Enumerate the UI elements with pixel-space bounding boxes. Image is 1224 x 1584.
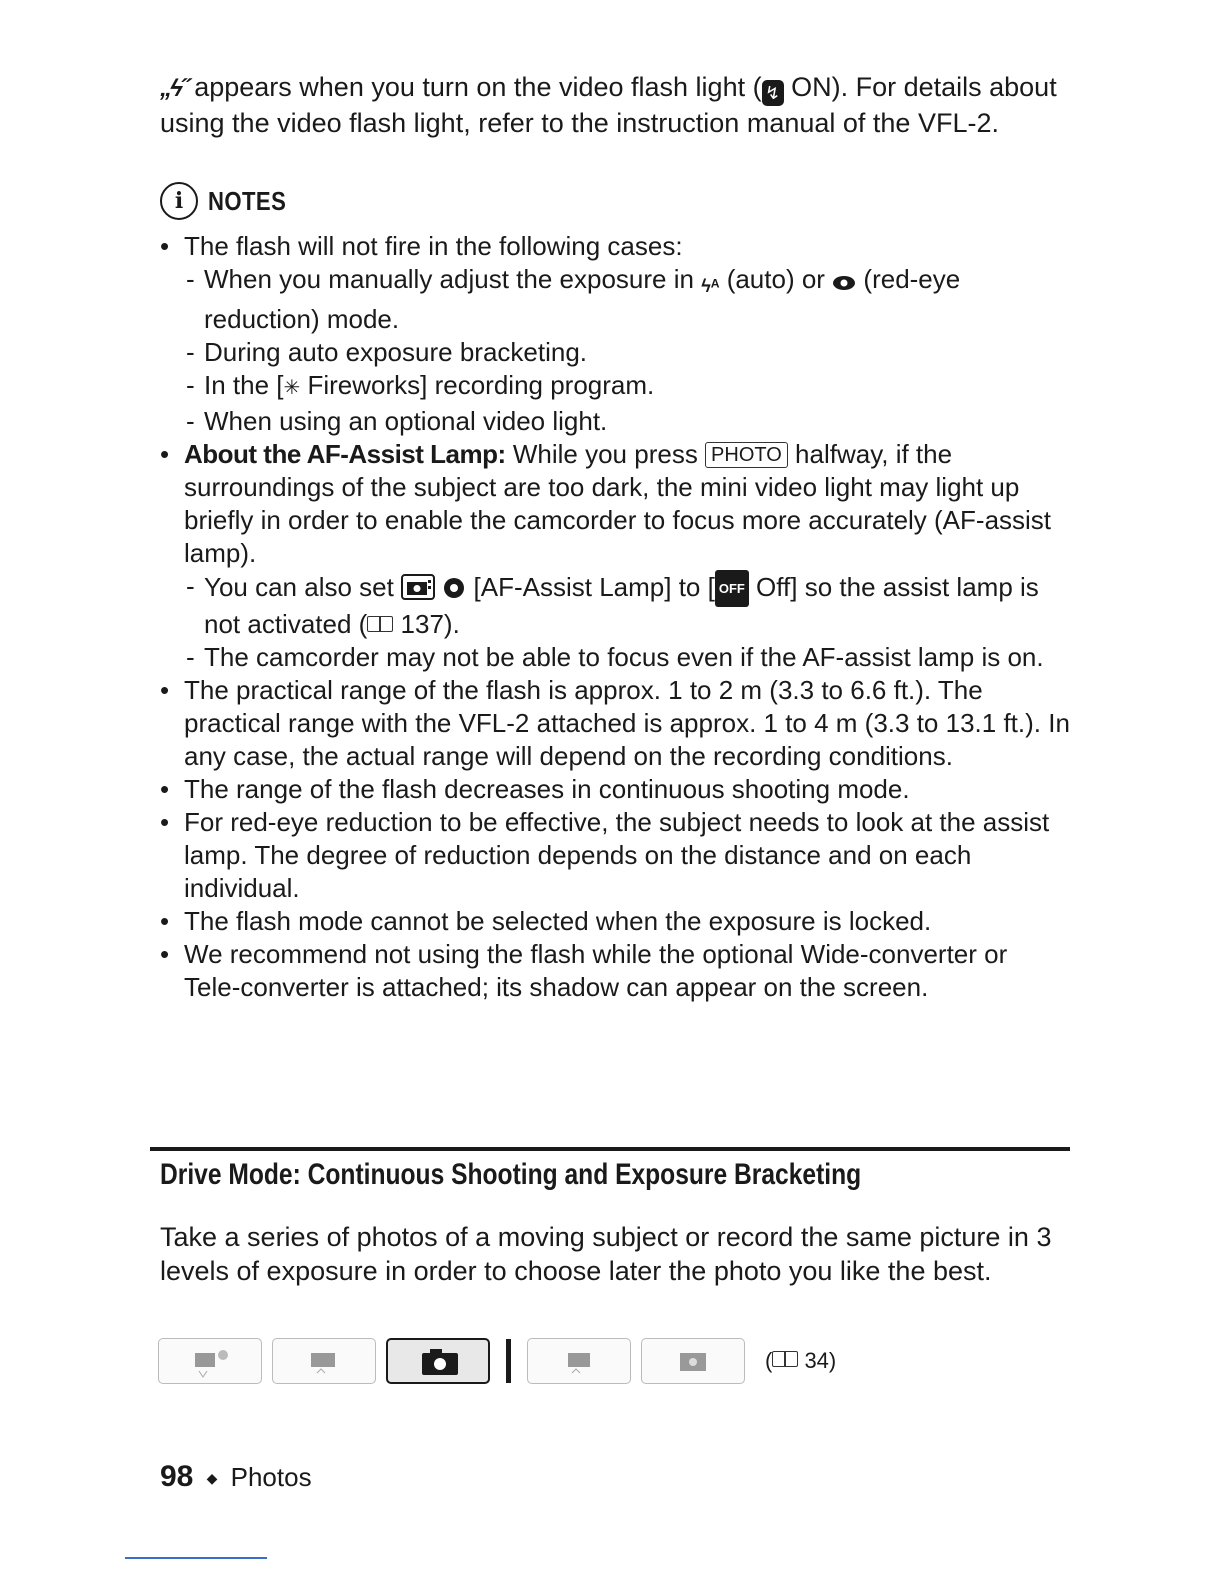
- sub-item: [184, 369, 1070, 405]
- red-eye-icon: [832, 267, 856, 300]
- list-item: [160, 905, 1070, 938]
- note-text: The flash mode cannot be selected when the exposure is locked.: [184, 906, 932, 936]
- notes-heading: [160, 180, 1070, 222]
- sub-text: When using an optional video light.: [204, 406, 608, 436]
- page-footer: [160, 1460, 312, 1494]
- note-text: We recommend not using the flash while the optional Wide-converter or Tele-converter is attached; its shadow can appear on the screen.: [184, 939, 1008, 1002]
- gear-icon: [442, 575, 466, 608]
- mode-separator: [506, 1339, 511, 1383]
- sub-text: During auto exposure bracketing.: [204, 337, 588, 367]
- off-icon: OFF: [715, 570, 749, 607]
- af-assist-label: About the AF-Assist Lamp:: [184, 439, 506, 469]
- mode-auto-movie-icon: [158, 1338, 262, 1384]
- note-text: For red-eye reduction to be effective, the subject needs to look at the assist lamp. The degree of reduction depends on the distance and on each individual.: [184, 807, 1050, 903]
- section-body: Take a series of photos of a moving subject or record the same picture in 3 levels of exposure in order to choose later the photo you like the best.: [160, 1222, 1052, 1286]
- sub-text: (red-eye reduction) mode.: [204, 264, 961, 334]
- note-text: While you press: [505, 439, 706, 469]
- fireworks-icon: ✳︎: [283, 377, 301, 399]
- mode-icons-row: [158, 1338, 836, 1384]
- intro-text-2: ON). For details about using the video flash light, refer to the instruction manual of the VFL-2.: [160, 72, 1057, 138]
- video-flash-icon: „ϟ˝: [160, 75, 187, 102]
- info-icon: i: [160, 182, 198, 220]
- mode-manual-movie-icon: [272, 1338, 376, 1384]
- page-ref: 137).: [393, 609, 460, 639]
- ref-open: (: [765, 1348, 773, 1373]
- book-icon: [367, 616, 393, 632]
- photo-key: PHOTO: [705, 442, 788, 468]
- sub-item: [184, 263, 1070, 336]
- sub-text: Fireworks] recording program.: [300, 370, 655, 400]
- list-item: [160, 773, 1070, 806]
- list-item: [160, 438, 1070, 674]
- mode-page-ref: [765, 1348, 836, 1374]
- note-text: halfway, if the surroundings of the subject are too dark, the mini video light may light up briefly in order to enable the camcorder to focus more accurately (AF-assist lamp).: [184, 439, 1052, 568]
- list-item: [160, 674, 1070, 773]
- note-text: The flash will not fire in the following cases:: [184, 231, 683, 261]
- sub-item: [184, 641, 1070, 674]
- intro-text-1: appears when you turn on the video flash light (: [194, 72, 762, 102]
- ref-number: 34): [798, 1348, 837, 1373]
- page-number: 98: [160, 1460, 194, 1493]
- sub-text: When you manually adjust the exposure in: [204, 264, 702, 294]
- sub-text: [AF-Assist Lamp] to [: [466, 572, 715, 602]
- section-title: Drive Mode: Continuous Shooting and Exposure Bracketing: [160, 1158, 862, 1191]
- sub-item: [184, 405, 1070, 438]
- notes-list: [160, 230, 1070, 1004]
- page-content: [160, 70, 1070, 1004]
- bottom-accent-line: [125, 1557, 267, 1559]
- sub-list: [184, 570, 1070, 674]
- sub-text: The camcorder may not be able to focus even if the AF-assist lamp is on.: [204, 642, 1044, 672]
- sub-item: [184, 336, 1070, 369]
- list-item: [160, 938, 1070, 1004]
- list-item: [160, 230, 1070, 438]
- sub-text: Off] so the assist lamp is not activated (: [204, 572, 1039, 639]
- list-item: [160, 806, 1070, 905]
- footer-diamond-icon: ◆: [206, 1470, 218, 1486]
- mode-scene-photo-icon: [641, 1338, 745, 1384]
- sub-text: You can also set: [204, 572, 402, 602]
- sub-text: In the [: [204, 370, 284, 400]
- sub-list: [184, 263, 1070, 438]
- book-icon: [772, 1351, 798, 1367]
- flash-auto-icon: ϟᴬ: [701, 276, 720, 296]
- footer-section: Photos: [230, 1462, 312, 1492]
- mode-photo-icon: [386, 1338, 490, 1384]
- note-text: The range of the flash decreases in continuous shooting mode.: [184, 774, 910, 804]
- sub-text: (auto) or: [719, 264, 833, 294]
- camera-menu-icon: [401, 574, 435, 608]
- intro-paragraph: [160, 70, 1070, 140]
- mode-manual-photo-icon: [527, 1338, 631, 1384]
- flash-on-icon: ↯: [762, 80, 784, 106]
- section-divider: [150, 1147, 1070, 1151]
- sub-item: [184, 570, 1070, 641]
- notes-label: NOTES: [208, 185, 287, 216]
- note-text: The practical range of the flash is approx. 1 to 2 m (3.3 to 6.6 ft.). The practical range with the VFL-2 attached is approx. 1 to 4 m (3.3 to 13.1 ft.). In any case, the actual range will depend on the recording conditions.: [184, 675, 1070, 771]
